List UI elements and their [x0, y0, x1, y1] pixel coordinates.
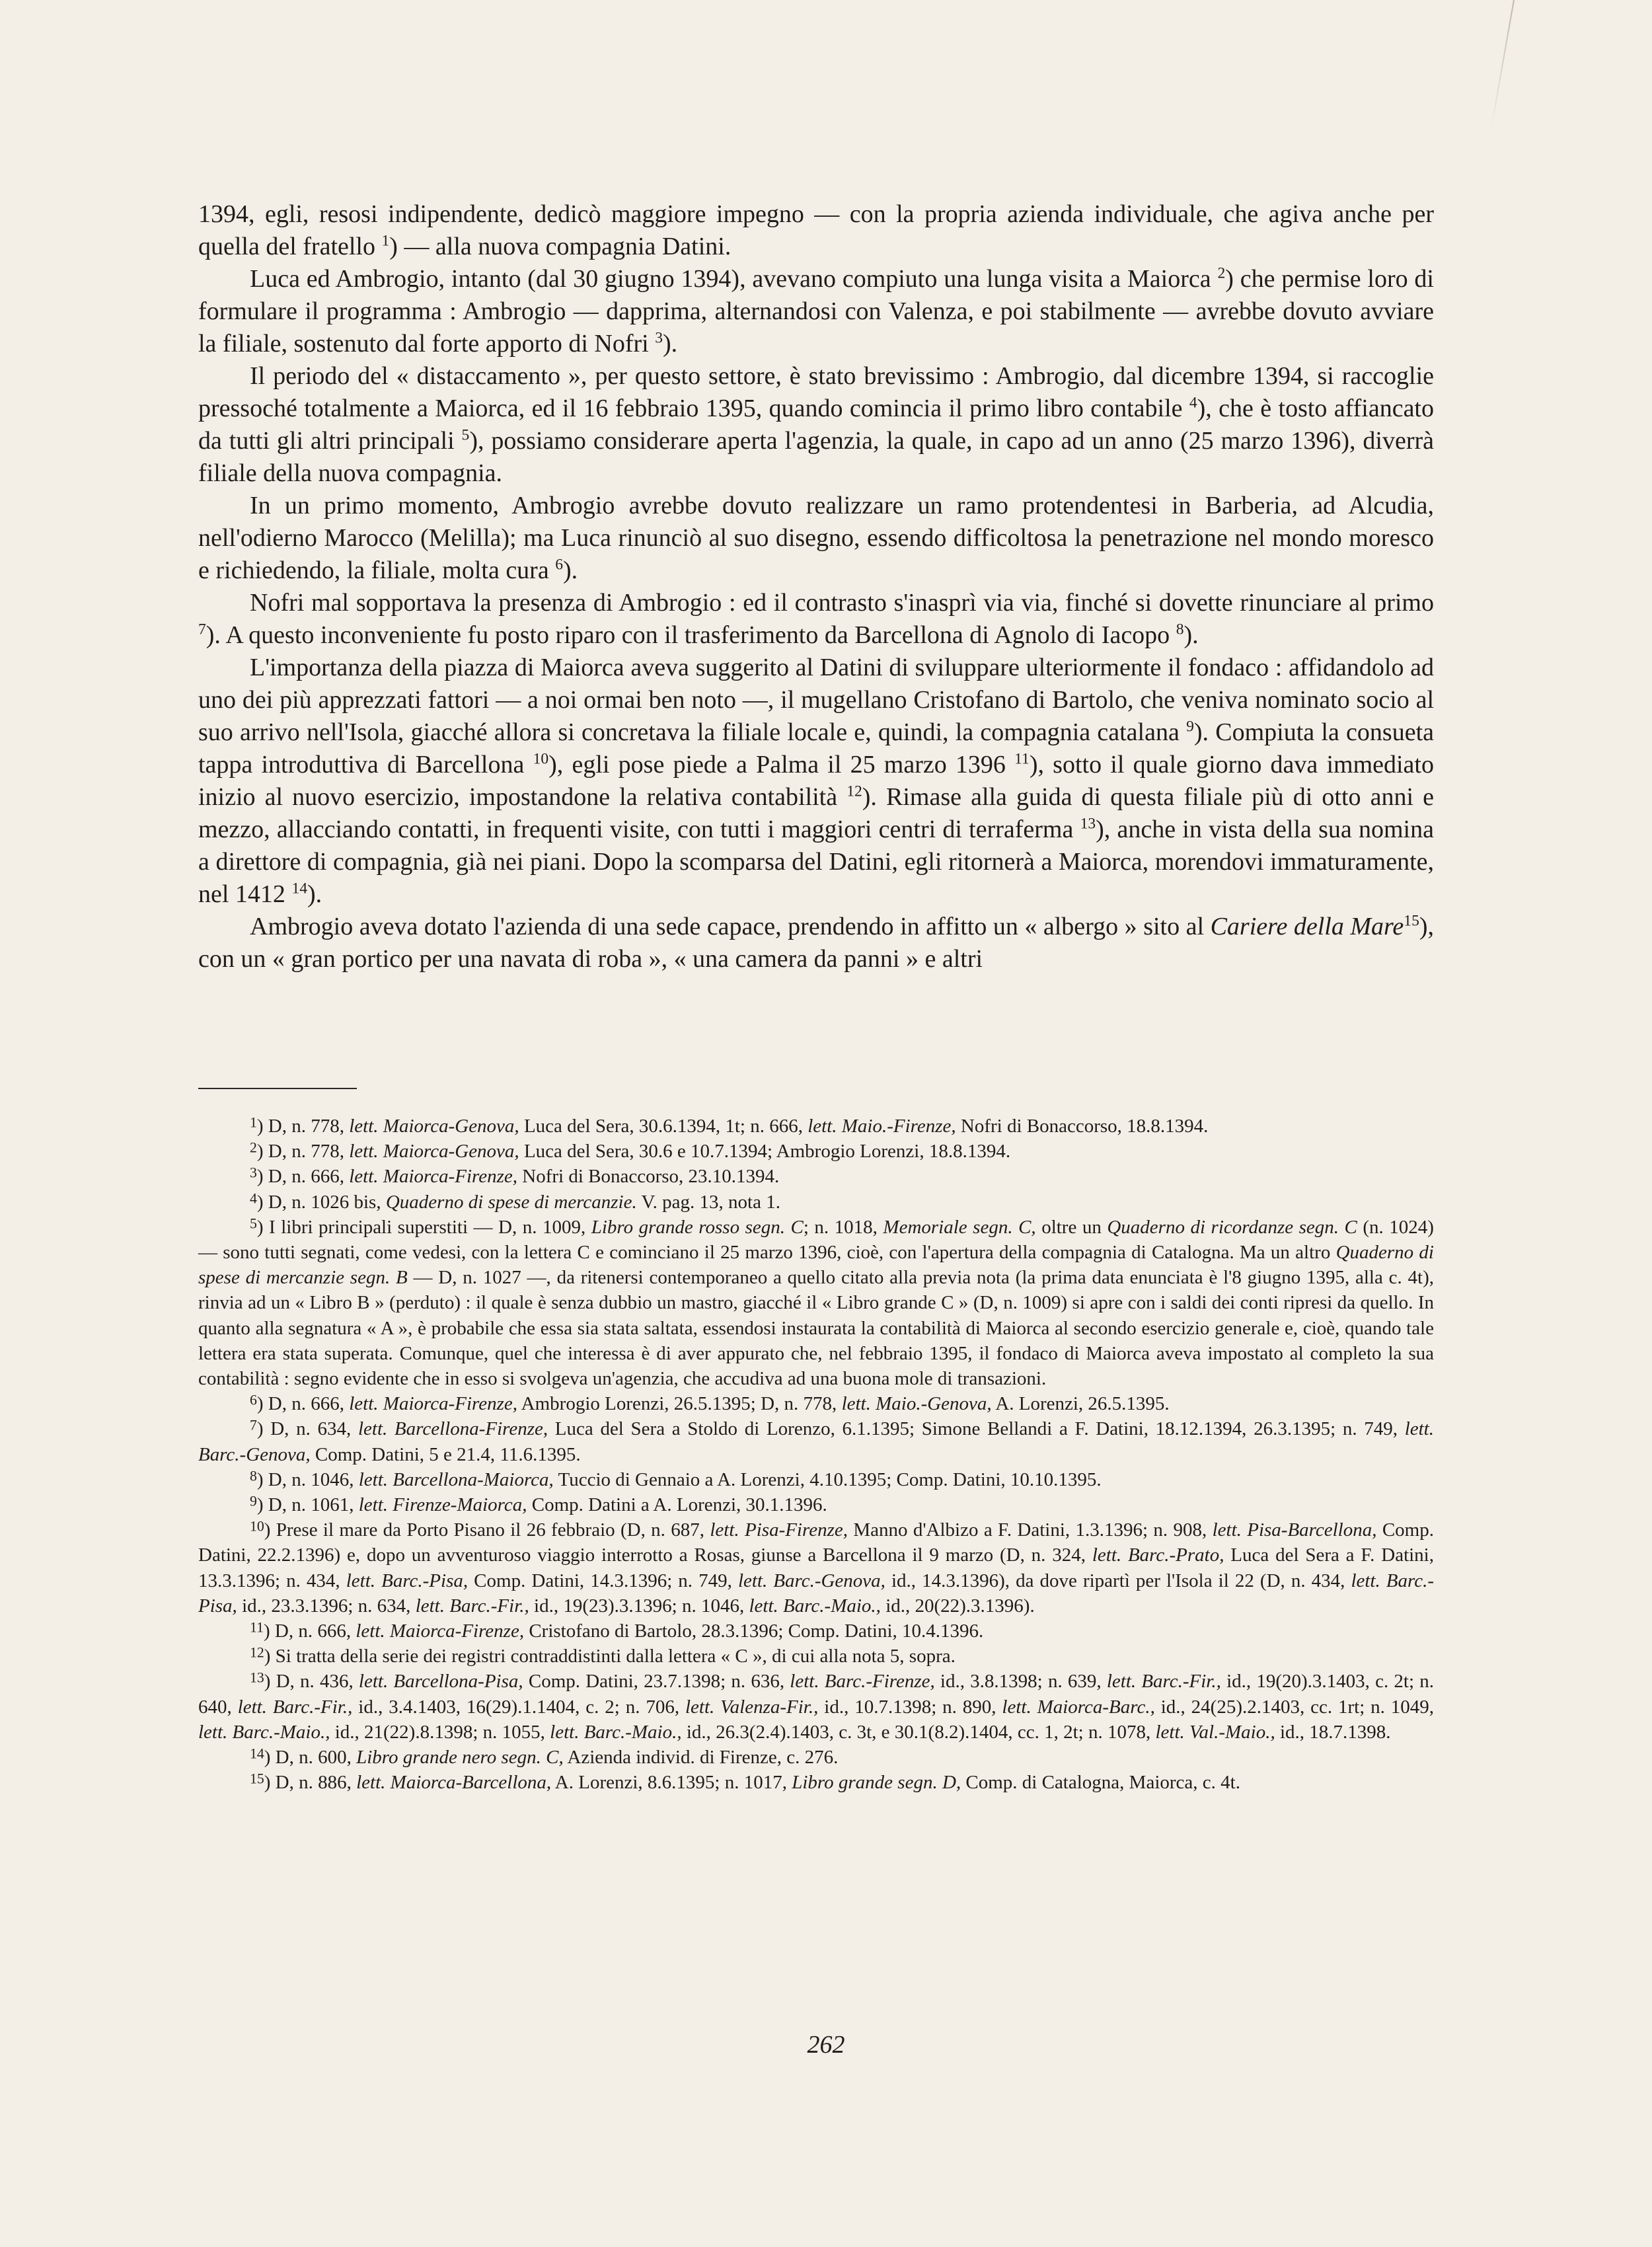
page-number: 262: [807, 2031, 845, 2059]
footnote: $^3$) D, n. 666, lett. Maiorca-Firenze, Nofri di Bonaccorso, 23.10.1394.: [250, 1164, 780, 1188]
main-text: [198, 198, 1434, 975]
paragraph: 1394, egli, resosi indipendente, dedicò maggiore impegno — con la propria azienda individuale, che agiva anche per quella del fratello $^1$) — alla nuova compagnia Datini.: [198, 200, 1434, 260]
footnote: $^7$) D, n. 634, lett. Barcellona-Firenze, Luca del Sera a Stoldo di Lorenzo, 6.1.1395; Simone Bellandi a F. Datini, 18.12.1394, 26.3.1395; n. 749, lett. Barc.-Genova, Comp. Datini, 5 e 21.4, 11.6.1395.: [198, 1417, 1434, 1465]
paragraph: Luca ed Ambrogio, intanto (dal 30 giugno 1394), avevano compiuto una lunga visita a Maiorca $^2$) che permise loro di formulare il programma : Ambrogio — dapprima, alternandosi con Valenza, e poi stabilmente — avrebbe dovuto avviare la filiale, sostenuto dal forte apporto di Nofri $^3$).: [198, 264, 1434, 358]
footnote: $^4$) D, n. 1026 bis, Quaderno di spese di mercanzie. V. pag. 13, nota 1.: [250, 1190, 780, 1213]
footnote: $^{15}$) D, n. 886, lett. Maiorca-Barcellona, A. Lorenzi, 8.6.1395; n. 1017, Libro grande segn. D, Comp. di Catalogna, Maiorca, c. 4t.: [250, 1771, 1240, 1794]
footnote: $^5$) I libri principali superstiti — D, n. 1009, Libro grande rosso segn. C; n. 1018, Memoriale segn. C, oltre un Quaderno di ricordanze segn. C (n. 1024) — sono tutti segnati, come vedesi, con la lettera C e cominciano il 25 marzo 1396, cioè, con l'apertura della compagnia di Catalogna. Ma un altro Quaderno di spese di mercanzie segn. B — D, n. 1027 —, da ritenersi contemporaneo a quello citato alla previa nota (la prima data enunciata è l'8 giugno 1395, alla c. 4t), rinvia ad un « Libro B » (perduto) : il quale è senza dubbio un mastro, giacché il « Libro grande C » (D, n. 1009) si apre con i saldi dei conti ripresi da quello. In quanto alla segnatura « A », è probabile che essa sia stata saltata, essendosi instaurata la contabilità di Maiorca al secondo esercizio generale e, cioè, quando tale lettera era stata superata. Comunque, quel che interessa è di aver appurato che, nel febbraio 1395, il fondaco di Maiorca aveva impostato al completo la sua contabilità : segno evidente che in esso si svolgeva un'agenzia, che accudiva ad una buona mole di transazioni.: [198, 1215, 1435, 1390]
paragraph: Ambrogio aveva dotato l'azienda di una sede capace, prendendo in affitto un « albergo » sito al Cariere della Mare$^{15}$), con un « gran portico per una navata di roba », « una camera da panni » e altri: [198, 912, 1434, 973]
footnote: $^{12}$) Si tratta della serie dei registri contraddistinti dalla lettera « C », di cui alla nota 5, sopra.: [250, 1644, 956, 1667]
paragraph: Nofri mal sopportava la presenza di Ambrogio : ed il contrasto s'inasprì via via, finché si dovette rinunciare al primo $^7$). A questo inconveniente fu posto riparo con il trasferimento da Barcellona di Agnolo di Iacopo $^8$).: [198, 589, 1434, 649]
footnote: $^{13}$) D, n. 436, lett. Barcellona-Pisa, Comp. Datini, 23.7.1398; n. 636, lett. Barc.-Firenze, id., 3.8.1398; n. 639, lett. Barc.-Fir., id., 19(20).3.1403, c. 2t; n. 640, lett. Barc.-Fir., id., 3.4.1403, 16(29).1.1404, c. 2; n. 706, lett. Valenza-Fir., id., 10.7.1398; n. 890, lett. Maiorca-Barc., id., 24(25).2.1403, cc. 1rt; n. 1049, lett. Barc.-Maio., id., 21(22).8.1398; n. 1055, lett. Barc.-Maio., id., 26.3(2.4).1403, c. 3t, e 30.1(8.2).1404, cc. 1, 2t; n. 1078, lett. Val.-Maio., id., 18.7.1398.: [198, 1669, 1435, 1743]
page-edge: [1490, 0, 1515, 130]
footnote: $^{10}$) Prese il mare da Porto Pisano il 26 febbraio (D, n. 687, lett. Pisa-Firenze, Manno d'Albizo a F. Datini, 1.3.1396; n. 908, lett. Pisa-Barcellona, Comp. Datini, 22.2.1396) e, dopo un avventuroso viaggio interrotto a Rosas, giunse a Barcellona il 9 marzo (D, n. 324, lett. Barc.-Prato, Luca del Sera a F. Datini, 13.3.1396; n. 434, lett. Barc.-Pisa, Comp. Datini, 14.3.1396; n. 749, lett. Barc.-Genova, id., 14.3.1396), da dove ripartì per l'Isola il 22 (D, n. 434, lett. Barc.-Pisa, id., 23.3.1396; n. 634, lett. Barc.-Fir., id., 19(23).3.1396; n. 1046, lett. Barc.-Maio., id., 20(22).3.1396).: [198, 1518, 1434, 1617]
footnote: $^2$) D, n. 778, lett. Maiorca-Genova, Luca del Sera, 30.6 e 10.7.1394; Ambrogio Lorenzi, 18.8.1394.: [250, 1139, 1011, 1162]
footnote-rule: [198, 1088, 357, 1089]
footnote: $^6$) D, n. 666, lett. Maiorca-Firenze, Ambrogio Lorenzi, 26.5.1395; D, n. 778, lett. Maio.-Genova, A. Lorenzi, 26.5.1395.: [250, 1392, 1170, 1415]
footnotes: [198, 1114, 1434, 1795]
paragraph: In un primo momento, Ambrogio avrebbe dovuto realizzare un ramo protendentesi in Barberia, ad Alcudia, nell'odierno Marocco (Melilla); ma Luca rinunciò al suo disegno, essendo difficoltosa la penetrazione nel mondo moresco e richiedendo, la filiale, molta cura $^6$).: [198, 492, 1434, 584]
footnote: $^9$) D, n. 1061, lett. Firenze-Maiorca, Comp. Datini a A. Lorenzi, 30.1.1396.: [250, 1493, 827, 1516]
paragraph: L'importanza della piazza di Maiorca aveva suggerito al Datini di sviluppare ulteriormente il fondaco : affidandolo ad uno dei più apprezzati fattori — a noi ormai ben noto —, il mugellano Cristofano di Bartolo, che veniva nominato socio al suo arrivo nell'Isola, giacché allora si concretava la filiale locale e, quindi, la compagnia catalana $^9$). Compiuta la consueta tappa introduttiva di Barcellona $^{10}$), egli pose piede a Palma il 25 marzo 1396 $^{11}$), sotto il quale giorno dava immediato inizio al nuovo esercizio, impostandone la relativa contabilità $^{12}$). Rimase alla guida di questa filiale più di otto anni e mezzo, allacciando contatti, in frequenti visite, con tutti i maggiori centri di terraferma $^{13}$), anche in vista della sua nomina a direttore di compagnia, già nei piani. Dopo la scomparsa del Datini, egli ritornerà a Maiorca, morendovi immaturamente, nel 1412 $^{14}$).: [198, 654, 1434, 908]
footnote: $^{11}$) D, n. 666, lett. Maiorca-Firenze, Cristofano di Bartolo, 28.3.1396; Comp. Datini, 10.4.1396.: [250, 1619, 984, 1642]
footnote: $^8$) D, n. 1046, lett. Barcellona-Maiorca, Tuccio di Gennaio a A. Lorenzi, 4.10.1395; Comp. Datini, 10.10.1395.: [250, 1468, 1102, 1490]
paragraph: Il periodo del « distaccamento », per questo settore, è stato brevissimo : Ambrogio, dal dicembre 1394, si raccoglie pressoché totalmente a Maiorca, ed il 16 febbraio 1395, quando comincia il primo libro contabile $^4$), che è tosto affiancato da tutti gli altri principali $^5$), possiamo considerare aperta l'agenzia, la quale, in capo ad un anno (25 marzo 1396), diverrà filiale della nuova compagnia.: [198, 362, 1434, 487]
footnote: $^1$) D, n. 778, lett. Maiorca-Genova, Luca del Sera, 30.6.1394, 1t; n. 666, lett. Maio.-Firenze, Nofri di Bonaccorso, 18.8.1394.: [250, 1114, 1209, 1137]
footnote: $^{14}$) D, n. 600, Libro grande nero segn. C, Azienda individ. di Firenze, c. 276.: [250, 1745, 839, 1769]
